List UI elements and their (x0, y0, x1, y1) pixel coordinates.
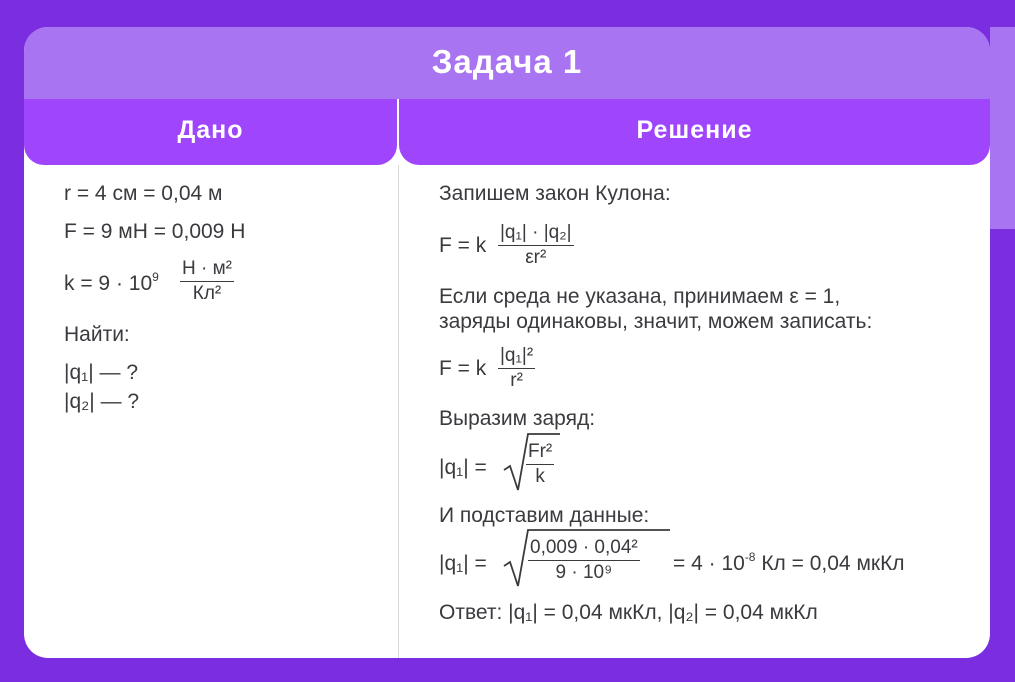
formula2-prefix: F = k (439, 357, 487, 380)
given-k-exponent: 9 (152, 270, 159, 284)
formula3-denominator: k (535, 466, 545, 487)
formula4-result-part1: = 4 · 10 (673, 552, 745, 575)
find-item: |q₁| — ? (64, 361, 139, 384)
formula2-fraction (498, 345, 535, 392)
formula4-result-part2: Кл = 0,04 мкКл (755, 552, 905, 575)
formula3-prefix: |q₁| = (439, 456, 487, 479)
formula4-numerator: 0,009 · 0,04² (528, 537, 640, 561)
formula3-fraction (526, 441, 554, 488)
formula2-numerator: |q₁|² (498, 345, 535, 369)
given-header: Дано (24, 99, 397, 165)
given-k-unit-numerator: Н · м² (180, 258, 234, 282)
step-express-charge: Выразим заряд: (439, 407, 596, 430)
column-divider (398, 165, 399, 658)
formula4-prefix: |q₁| = (439, 552, 487, 575)
formula1-prefix: F = k (439, 234, 487, 257)
formula1-fraction (498, 222, 574, 269)
given-k-unit-denominator: Кл² (192, 283, 222, 304)
formula4-fraction (528, 537, 640, 584)
solution-header: Решение (399, 99, 990, 165)
task-title: Задача 1 (431, 43, 583, 80)
step-medium-line2: заряды одинаковы, значит, можем записать: (439, 310, 873, 333)
title-bar-extension (990, 27, 1015, 229)
formula2-denominator: r² (510, 370, 523, 391)
formula3-numerator: Fr² (526, 441, 554, 465)
find-item: |q₂| — ? (64, 390, 140, 413)
step-medium-line1: Если среда не указана, принимаем ε = 1, (439, 285, 841, 308)
given-k-unit (180, 258, 234, 305)
formula4-result (673, 552, 905, 576)
formula4-result-exponent: -8 (744, 550, 756, 564)
task-card (24, 27, 990, 658)
formula4-denominator: 9 · 10⁹ (555, 562, 613, 583)
given-r: r = 4 см = 0,04 м (64, 182, 223, 205)
formula1-numerator: |q₁| · |q₂| (498, 222, 574, 246)
formula1-denominator: εr² (525, 247, 547, 268)
given-f: F = 9 мН = 0,009 Н (64, 220, 246, 243)
given-k-prefix: k = 9 · 10 (64, 272, 153, 295)
given-k (64, 272, 159, 296)
step-coulomb-law: Запишем закон Кулона: (439, 182, 671, 205)
step-substitute: И подставим данные: (439, 504, 650, 527)
find-label: Найти: (64, 323, 130, 346)
answer-line: Ответ: |q₁| = 0,04 мкКл, |q₂| = 0,04 мкКл (439, 601, 818, 624)
